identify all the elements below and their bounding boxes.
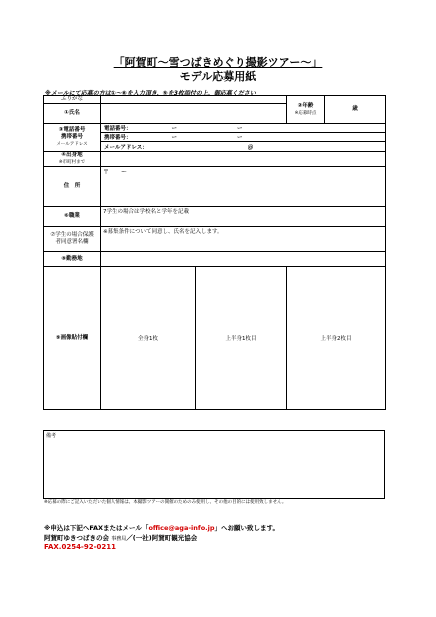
submission-instruction: ※申込は下記へFAXまたはメール「office@aga-info.jp」へお願い致します。 [44, 524, 280, 532]
photo-label: ⑨画像貼付欄 [44, 267, 101, 410]
name-field[interactable] [101, 104, 287, 124]
phone-field[interactable]: 電話番号： ー ー [101, 124, 386, 133]
workplace-label: ⑧勤務地 [44, 252, 101, 267]
photo-slot-upper-body-1[interactable]: 上半身1枚目 [196, 267, 287, 410]
email-instruction: ※メールにて応募の方は①～⑧を入力頂き、⑨を3枚添付の上、御応募ください [45, 90, 256, 97]
birthplace-field[interactable] [101, 152, 386, 167]
address-label: 住 所 [44, 167, 101, 207]
guardian-label: ⑦学生の場合保護 者同意署名欄 [44, 227, 101, 252]
form-subtitle: モデル応募用紙 [179, 70, 257, 83]
form-title: 「阿賀町～雪つばきめぐり撮影ツアー～」 [113, 56, 323, 69]
contact-label: ③電話番号 携帯番号 メールアドレス [44, 124, 101, 152]
age-field[interactable]: 歳 [325, 96, 386, 124]
furigana-field[interactable] [101, 96, 287, 104]
privacy-note: ※応募の際にご記入いただいた個人情報は、本撮影ツアーの開催のためのみ使用し、その他の目的には使用致しません。 [44, 500, 287, 505]
photo-slot-full-body[interactable]: 全身1枚 [101, 267, 196, 410]
fax-number: FAX.0254-92-0211 [44, 543, 116, 551]
guardian-field[interactable]: ※募集条件について同意し、氏名を記入します。 [101, 227, 386, 252]
contact-email: office@aga-info.jp [148, 524, 215, 532]
email-field[interactable]: メールアドレス： ＠ [101, 142, 386, 152]
remarks-label: 備考 [46, 433, 57, 439]
mobile-field[interactable]: 携帯番号： ー ー [101, 133, 386, 142]
birthplace-label: ④出身地 ※市町村まで [44, 152, 101, 167]
organizer: 阿賀町ゆきつばきの会 事務局／(一社)阿賀町観光協会 [44, 534, 198, 542]
remarks-box[interactable] [43, 430, 385, 499]
name-label: ①氏名 [44, 104, 101, 124]
furigana-label: ふりがな [44, 96, 101, 104]
age-label: ②年齢 ※応募時点 [287, 96, 325, 124]
workplace-field[interactable] [101, 252, 386, 267]
occupation-field[interactable]: 7学生の場合は学校名と学年を記載 [101, 207, 386, 227]
photo-slot-upper-body-2[interactable]: 上半身2枚目 [287, 267, 386, 410]
occupation-label: ⑥職業 [44, 207, 101, 227]
address-field[interactable]: 〒 ー [101, 167, 386, 207]
application-form-table [43, 95, 386, 410]
